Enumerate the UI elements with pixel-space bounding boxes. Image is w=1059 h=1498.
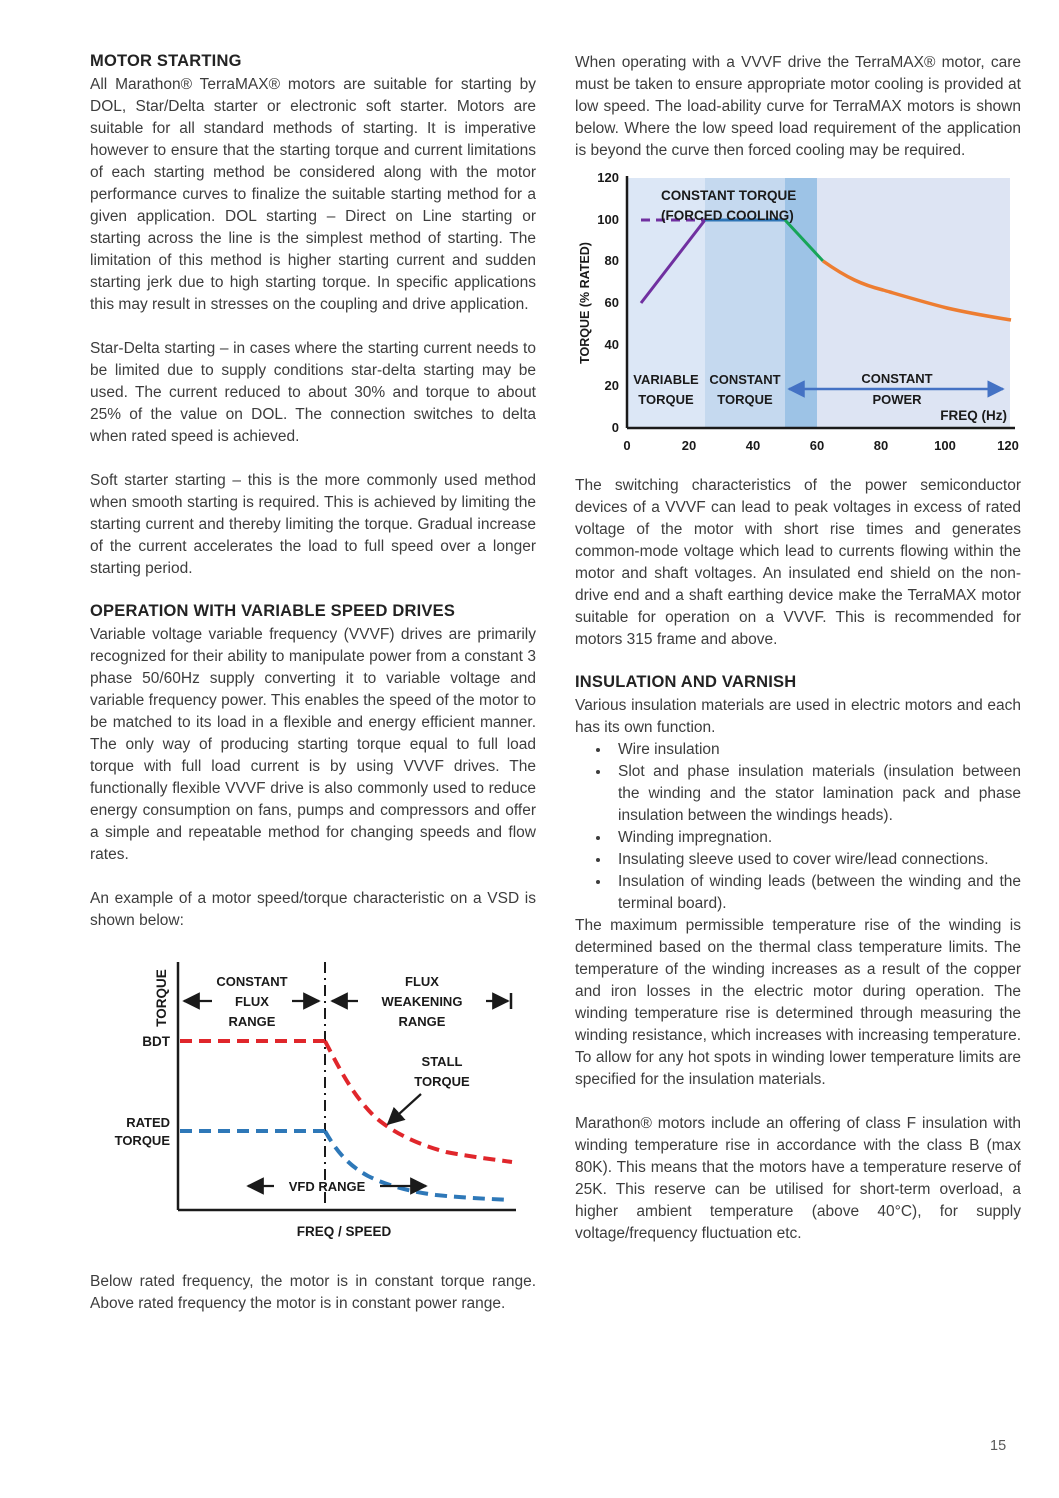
loadability-chart [575, 170, 1021, 467]
flux-weakening-label-line2: WEAKENING [381, 994, 463, 1009]
constant-flux-label-line1: CONSTANT [216, 974, 288, 989]
paragraph-vvvf-drives: Variable voltage variable frequency (VVVF) drives are primarily recognized for their ability to manipulate power from a constant 3 phase 50/60Hz supply converting it to variable voltage and variable frequency power. This enables the speed of the motor to be matched to its load in a flexible and energy efficient manner. The only way of producing starting torque equal to full load torque with full load current is by using VVVF drives. The functionally flexible VVVF drive is also commonly used to reduce energy consumption on fans, pumps and compressors and offer a simple and repeatable method for changing speeds and flow rates. [90, 626, 536, 863]
paragraph-max-temperature: The maximum permissible temperature rise of the winding is determined based on the thermal class temperature limits. The temperature of the winding increases as a result of the copper and iron losses in the electric motor during operation. The winding temperature rise is determined through measuring the winding resistance, which increases with increasing temperature. To allow for any hot spots in winding lower temperature limits are specified for the insulation materials. [575, 917, 1021, 1088]
loadability-chart-svg [575, 170, 1021, 462]
bullet-winding-impregnation: • Winding impregnation. [611, 827, 1021, 849]
paragraph-vsd-example: An example of a motor speed/torque characteristic on a VSD is shown below: [90, 890, 536, 929]
freq-hz-label: FREQ (Hz) [940, 408, 1007, 423]
stall-torque-arrow [388, 1094, 421, 1124]
x-tick-60: 60 [809, 438, 825, 453]
x-tick-100: 100 [934, 438, 956, 453]
paragraph-various-insulation: Various insulation materials are used in electric motors and each has its own function. [575, 697, 1021, 736]
loadability-y-axis-label: TORQUE (% RATED) [578, 242, 592, 364]
x-tick-80: 80 [873, 438, 889, 453]
y-tick-80: 80 [604, 253, 619, 268]
y-tick-0: 0 [611, 420, 619, 435]
y-tick-60: 60 [604, 295, 619, 310]
bdt-label: BDT [142, 1034, 170, 1049]
paragraph-marathon-class-f: Marathon® motors include an offering of class F insulation with winding temperature rise in accordance with the class B (max 80K). This means that the motors have a temperature reserve of 25K. This reserve can be utilised for short-term overload, a higher ambient temperature (above 40°C), for supply voltage/frequency fluctuation etc. [575, 1115, 1021, 1242]
right-column [575, 52, 1021, 1267]
y-tick-40: 40 [604, 337, 619, 352]
x-tick-20: 20 [681, 438, 697, 453]
vsd-y-axis-label: TORQUE [154, 969, 169, 1027]
paragraph-switching: The switching characteristics of the power semiconductor devices of a VVVF can lead to peak voltages in excess of rated voltage of the motor with short rise times and generates common-mode voltage which lead to currents flowing within the motor and shaft voltages. An insulated end shield on the non-drive end and a shaft earthing device make the TerraMAX motor suitable for operation on a VVVF. This is recommended for motors 315 frame and above. [575, 477, 1021, 648]
vsd-x-axis-label: FREQ / SPEED [296, 1224, 392, 1239]
paragraph-when-operating: When operating with a VVVF drive the TerraMAX® motor, care must be taken to ensure appropriate motor cooling is provided at low speed. The load-ability curve for TerraMAX motors is shown below. Where the low speed load requirement of the application is beyond the curve then forced cooling may be required. [575, 54, 1021, 159]
heading-operation-vsd: OPERATION WITH VARIABLE SPEED DRIVES [90, 602, 456, 620]
x-tick-120: 120 [997, 438, 1019, 453]
x-tick-0: 0 [623, 438, 631, 453]
heading-insulation-varnish: INSULATION AND VARNISH [575, 673, 797, 691]
constant-flux-label-line3: RANGE [228, 1014, 276, 1029]
paragraph-star-delta: Star-Delta starting – in cases where the starting current needs to be limited due to supply conditions star-delta starting may be used. The current reduced to about 30% and torque to about 25% of the value on DOL. The connection switches to delta when rated speed is achieved. [90, 340, 536, 445]
forced-cooling-label-line2: (FORCED COOLING) [661, 208, 794, 223]
bdt-line-decay [325, 1041, 512, 1162]
insulation-bullet-list [575, 739, 1021, 915]
bullet-wire-insulation: • Wire insulation [611, 739, 1021, 761]
stall-torque-label-line2: TORQUE [414, 1074, 470, 1089]
y-tick-20: 20 [604, 378, 619, 393]
left-column [90, 52, 536, 1337]
flux-weakening-label-line3: RANGE [398, 1014, 446, 1029]
bullet-winding-leads: • Insulation of winding leads (between the winding and the terminal board). [611, 871, 1021, 915]
constant-power-label-line1: CONSTANT [861, 371, 933, 386]
forced-cooling-label-line1: CONSTANT TORQUE [661, 188, 797, 203]
flux-weakening-label-line1: FLUX [405, 974, 439, 989]
y-tick-100: 100 [597, 212, 619, 227]
paragraph-below-rated: Below rated frequency, the motor is in constant torque range. Above rated frequency the motor is in constant power range. [90, 1273, 536, 1312]
bullet-insulating-sleeve: • Insulating sleeve used to cover wire/lead connections. [611, 849, 1021, 871]
constant-power-label-line2: POWER [872, 392, 922, 407]
rated-torque-label-line1: RATED [126, 1115, 170, 1130]
paragraph-motor-starting: All Marathon® TerraMAX® motors are suitable for starting by DOL, Star/Delta starter or electronic soft starter. Motors are suitable for all standard methods of starting. It is imperative however to ensure that the starting torque and current limitations of each starting method be considered along with the motor performance curves to finalize the suitable starting method for a given application. DOL starting – Direct on Line starting or starting across the line is the simplest method of starting. The limitation of this method is higher starting current and sudden starting jerk due to high starting torque. In specific applications this may result in stresses on the coupling and drive application. [90, 76, 536, 313]
vfd-range-label: VFD RANGE [288, 1179, 366, 1194]
vsd-torque-chart-svg [90, 946, 526, 1250]
bullet-slot-phase-insulation: • Slot and phase insulation materials (insulation between the winding and the stator lamination pack and phase insulation between the windings heads). [611, 761, 1021, 827]
variable-torque-label-line1: VARIABLE [633, 372, 699, 387]
constant-torque-label-line1: CONSTANT [709, 372, 781, 387]
page-number: 15 [990, 1438, 1007, 1454]
vsd-torque-chart [90, 946, 536, 1255]
constant-torque-label-line2: TORQUE [717, 392, 773, 407]
paragraph-soft-starter: Soft starter starting – this is the more commonly used method when smooth starting is required. This is achieved by limiting the starting current and thereby limiting the torque. Gradual increase of the current accelerates the load to full speed over a longer starting period. [90, 472, 536, 577]
x-tick-40: 40 [745, 438, 761, 453]
heading-motor-starting: MOTOR STARTING [90, 52, 242, 70]
constant-flux-label-line2: FLUX [235, 994, 269, 1009]
rated-torque-label-line2: TORQUE [114, 1133, 170, 1148]
variable-torque-label-line2: TORQUE [638, 392, 694, 407]
stall-torque-label-line1: STALL [421, 1054, 463, 1069]
constant-power-band [817, 178, 1010, 428]
y-tick-120: 120 [597, 170, 619, 185]
